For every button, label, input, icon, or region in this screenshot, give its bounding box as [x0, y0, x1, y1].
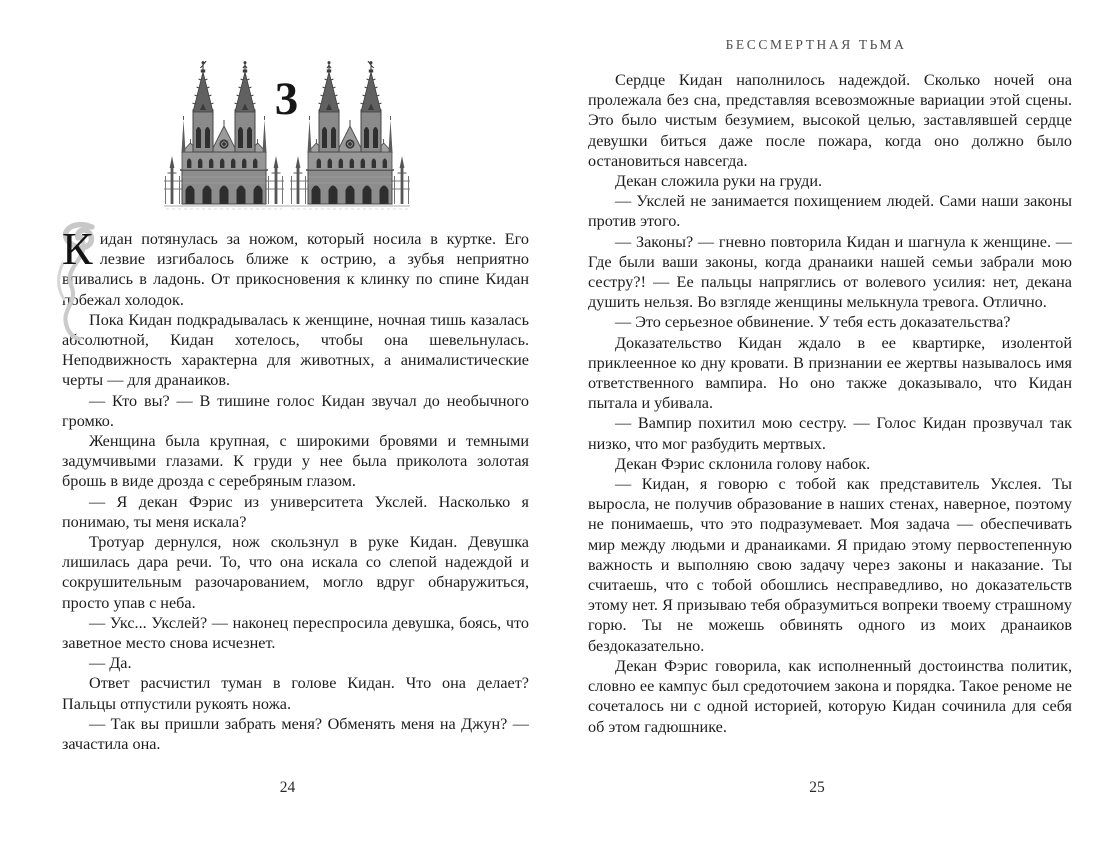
paragraph: Декан Фэрис склонила голову набок.	[615, 454, 871, 473]
paragraph: Пока Кидан подкрадывалась к женщине, ночная тишь казалась абсолютной, Кидан хотелось, чтобы она шевельнулась. Неподвижность характерна для животных, а анималистические черты — для дранаиков.	[62, 310, 529, 390]
paragraph: — Укслей не занимается похищением людей. Сами наши законы против этого.	[588, 192, 1072, 231]
chapter-number: 3	[274, 73, 299, 125]
paragraph: Декан сложила руки на груди.	[615, 172, 823, 191]
left-page-text	[62, 223, 529, 754]
paragraph	[62, 223, 529, 310]
paragraph: — Кидан, я говорю с тобой как представитель Укслея. Ты выросла, не получив образование в наших стенах, наверное, поэтому не понимаешь, что это подразумевает. Моя задача — обеспечивать мир между людьми и дранаиками. Я придаю этому первостепенную важность и выполняю свою задачу через законы и наказание. Ты считаешь, что с тобой обошлись несправедливо, но доказательств этому нет. Я призываю тебя образумиться вопреки твоему страшному горю. Ты не можешь обвинять одного из моих дранаиков бездоказательно.	[588, 475, 1072, 655]
paragraph: — Кто вы? — В тишине голос Кидан звучал до необычного громко.	[62, 391, 529, 430]
paragraph: Декан Фэрис говорила, как исполненный достоинства политик, словно ее кампус был средоточием закона и порядка. Такое реноме не сочеталось ни с одной историей, которую Кидан сочинила для себя об этом гадюшнике.	[588, 656, 1072, 736]
page-left	[62, 0, 529, 845]
paragraph: Доказательство Кидан ждало в ее квартирке, изолентой приклеенное ко дну кровати. В признании ее жертвы называлось имя ответственного вампира. Но оно также доказывало, что Кидан пытала и убивала.	[588, 333, 1072, 413]
paragraph: — Я декан Фэрис из университета Укслей. Насколько я понимаю, ты меня искала?	[62, 492, 529, 531]
paragraph-text: идан потянулась за ножом, который носила в куртке. Его лезвие изгибалось ближе к острию, а зубья неприятно впивались в ладонь. От прикосновения к клинку по спине Кидан побежал холодок.	[62, 230, 529, 309]
page-number-left: 24	[279, 779, 296, 796]
paragraph: Женщина была крупная, с широкими бровями и темными задумчивыми глазами. К груди у нее была приколота золотая брошь в виде дрозда с серебряным глазом.	[62, 432, 529, 491]
paragraph: — Законы? — гневно повторила Кидан и шагнула к женщине. — Где были ваши законы, когда дранаики нашей семьи забрали мою сестру?! — Ее пальцы напряглись от волевого усилия: нет, декана душить нельзя. Во взгляде женщины мелькнула тревога. Отлично.	[588, 232, 1072, 312]
page-right	[588, 0, 1072, 845]
paragraph: Сердце Кидан наполнилось надеждой. Сколько ночей она пролежала без сна, представляя всевозможные вариации этой сцены. Это было чистым безумием, высокой целью, заставлявшей сердце девушки биться даже после пожара, когда оно должно было остановиться навсегда.	[588, 71, 1072, 170]
right-page-text	[588, 70, 1072, 737]
paragraph: — Вампир похитил мою сестру. — Голос Кидан прозвучал так низко, что мог разбудить мертвых.	[588, 414, 1072, 453]
page-number-right: 25	[809, 779, 825, 796]
running-header: БЕССМЕРТНАЯ ТЬМА	[725, 37, 907, 52]
paragraph: — Укс... Укслей? — наконец переспросила девушка, боясь, что заветное место снова исчезнет.	[62, 613, 529, 653]
chapter-ornament	[164, 60, 410, 212]
paragraph: — Так вы пришли забрать меня? Обменять меня на Джун? — зачастила она.	[62, 714, 529, 754]
paragraph: — Это серьезное обвинение. У тебя есть доказательства?	[615, 313, 1011, 332]
paragraph: Ответ расчистил туман в голове Кидан. Что она делает? Пальцы отпустили рукоять ножа.	[62, 674, 529, 713]
paragraph: — Да.	[89, 654, 132, 673]
drop-cap: К	[62, 223, 93, 274]
paragraph: Тротуар дернулся, нож скользнул в руке Кидан. Девушка лишилась дара речи. То, что она искала со слепой надеждой и сокрушительным разочарованием, могло вдруг обнаружиться, просто упав с неба.	[62, 533, 529, 612]
